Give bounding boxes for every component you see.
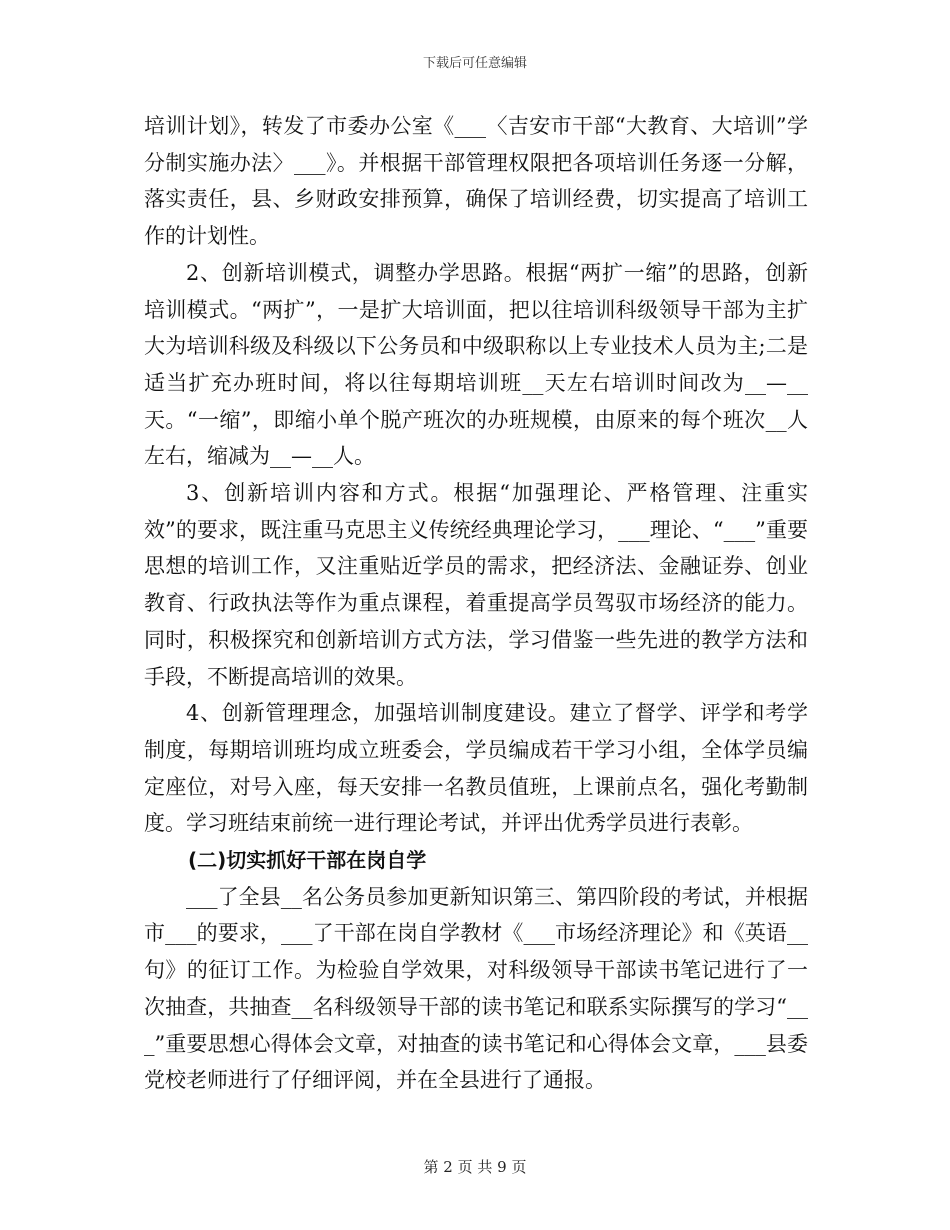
- paragraph-innovate-content: 3、创新培训内容和方式。根据“加强理论、严格管理、注重实效”的要求，既注重马克思主义传统经典理论学习，___理论、“___”重要思想的培训工作，又注重贴近学员的需求，把经济法、金融证券、创业教育、行政执法等作为重点课程，着重提高学员驾驭市场经济的能力。同时，积极探究和创新培训方式方法，学习借鉴一些先进的教学方法和手段，不断提高培训的效果。: [144, 481, 808, 689]
- section-heading-self-study: (二)切实抓好干部在岗自学: [188, 848, 427, 873]
- page-footer: 第 2 页 共 9 页: [423, 1158, 527, 1176]
- paragraph-self-study: ___了全县__名公务员参加更新知识第三、第四阶段的考试，并根据市___的要求，___了干部在岗自学教材《___市场经济理论》和《英语__句》的征订工作。为检验自学效果，对科级领导干部读书笔记进行了一次抽查，共抽查__名科级领导干部的读书笔记和联系实际撰写的学习“___”重要思想心得体会文章，对抽查的读书笔记和心得体会文章，___县委党校老师进行了仔细评阅，并在全县进行了通报。: [144, 884, 808, 1093]
- paragraph-management-system: 4、创新管理理念，加强培训制度建设。建立了督学、评学和考学制度，每期培训班均成立班委会，学员编成若干学习小组，全体学员编定座位，对号入座，每天安排一名教员值班，上课前点名，强化考勤制度。学习班结束前统一进行理论考试，并评出优秀学员进行表彰。: [144, 701, 808, 836]
- paragraph-training-plan: 培训计划》，转发了市委办公室《___〈吉安市干部“大教育、大培训”学分制实施办法〉___》。并根据干部管理权限把各项培训任务逐一分解，落实责任，县、乡财政安排预算，确保了培训经费，切实提高了培训工作的计划性。: [144, 114, 808, 249]
- paragraph-innovate-mode: 2、创新培训模式，调整办学思路。根据“两扩一缩”的思路，创新培训模式。“两扩”，一是扩大培训面，把以往培训科级领导干部为主扩大为培训科级及科级以下公务员和中级职称以上专业技术人员为主;二是适当扩充办班时间，将以往每期培训班__天左右培训时间改为__—__天。“一缩”，即缩小单个脱产班次的办班规模，由原来的每个班次__人左右，缩减为__—__人。: [144, 260, 808, 469]
- page-header: 下载后可任意编辑: [422, 56, 527, 71]
- document-body: [144, 108, 808, 1099]
